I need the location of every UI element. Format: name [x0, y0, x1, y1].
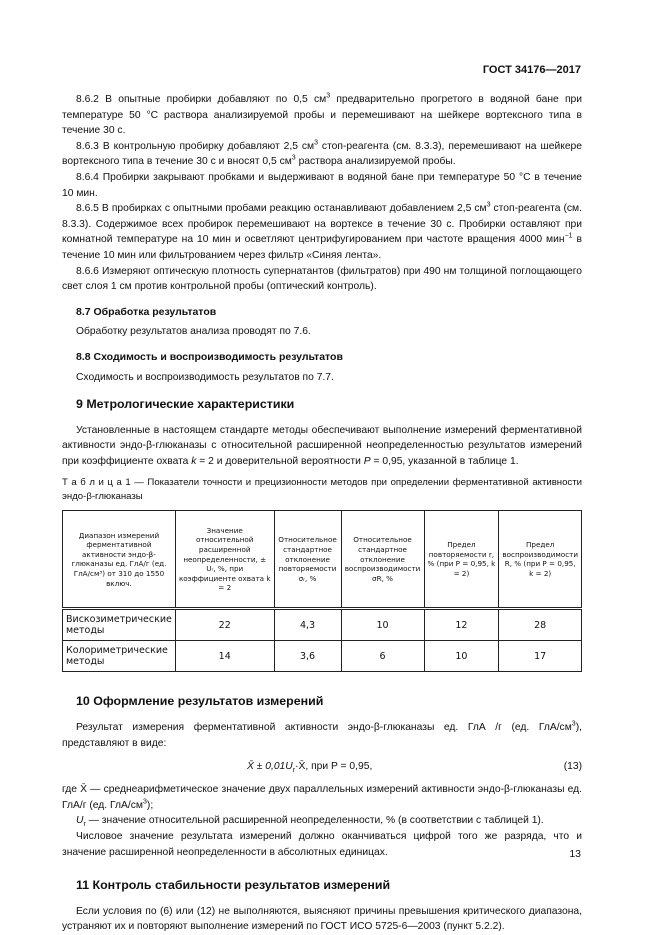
paragraph-10-intro: Результат измерения ферментативной активности эндо-β-глюканазы ед. ГлА /г (ед. ГлА/$см^3$), представляют в виде:	[62, 720, 582, 749]
paragraph-8-7: Обработку результатов анализа проводят по 7.6.	[76, 326, 311, 338]
table-cell: 6	[341, 641, 424, 672]
paragraph-8-8: Сходимость и воспроизводимость результатов по 7.7.	[76, 371, 334, 383]
heading-section-11: 11 Контроль стабильности результатов измерений	[76, 878, 391, 893]
table-row-label: Вискозиметрические методы	[63, 609, 176, 641]
document-header: ГОСТ 34176—2017	[482, 64, 581, 76]
table-cell: 28	[499, 609, 582, 641]
heading-section-9: 9 Метрологические характеристики	[76, 397, 295, 412]
heading-8-8: 8.8 Сходимость и воспроизводимость результатов	[76, 350, 343, 363]
paragraph-8-6-4: 8.6.4 Пробирки закрывают пробками и выдерживают в водяной бане при температуре 50 °С в течение 10 мин.	[62, 171, 582, 199]
table-header-cell: Относительное стандартное отклонение воспроизводимости σR, %	[341, 511, 424, 609]
formula-expression: X̄ ± $0,01U_r\cdot X̄$, при P = 0,95,	[247, 761, 373, 775]
table-cell: 17	[499, 641, 582, 672]
table-cell: 14	[175, 641, 274, 672]
formula-number: (13)	[563, 761, 582, 773]
paragraph-8-6-2: 8.6.2 В опытные пробирки добавляют по 0,5 $см^3$ предварительно прогретого в водяной бане при температуре 50 °С раствора анализируемой пробы и перемешивают на шейкере вортексного типа в течение 30 с.	[62, 92, 583, 137]
precision-table	[62, 510, 582, 672]
table-row	[63, 609, 582, 641]
paragraph-8-6-3: 8.6.3 В контрольную пробирку добавляют 2,5 $см^3$ стоп-реагента (см. 8.3.3), перемешивают на шейкере вортексного типа в течение 30 с и вносят 0,5 $см^3$ раствора анализируемой пробы.	[62, 139, 582, 168]
table-row-label: Колориметрические методы	[63, 641, 176, 672]
paragraph-10-rounding: Числовое значение результата измерений должно оканчиваться цифрой того же разряда, что и значение расширенной неопределенности в абсолютных единицах.	[62, 831, 582, 858]
formula-legend-ur: $U_r$ — значение относительной расширенной неопределенности, % (в соответствии с таблицей 1).	[76, 815, 544, 829]
page-content	[62, 92, 582, 935]
table-cell: 12	[424, 609, 499, 641]
page-number: 13	[569, 848, 581, 860]
table-caption: Т а б л и ц а 1 — Показатели точности и прецизионности методов при определении ферментативной активности эндо-β-глюканазы	[62, 477, 582, 503]
formula-13	[62, 761, 582, 775]
heading-section-10: 10 Оформление результатов измерений	[76, 694, 324, 709]
table-header-cell: Предел повторяемости r, % (при P = 0,95, k = 2)	[424, 511, 499, 609]
table-header-row	[63, 511, 582, 609]
table-cell: 3,6	[274, 641, 341, 672]
table-header-cell: Предел воспроизводимости R, % (при P = 0,95, k = 2)	[499, 511, 582, 609]
paragraph-11: Если условия по (6) или (12) не выполняются, выясняют причины превышения критического диапазона, устраняют их и повторяют выполнение измерений по ГОСТ ИСО 5725-6—2003 (пункт 5.2.2).	[62, 905, 582, 933]
paragraph-9: Установленные в настоящем стандарте методы обеспечивают выполнение измерений ферментативной активности эндо-β-глюканазы с относительной расширенной неопределенностью результатов измерений при коэффициенте охвата k = 2 и доверительной вероятности P = 0,95, указанной в таблице 1.	[62, 424, 582, 467]
table-cell: 10	[341, 609, 424, 641]
table-header-cell: Диапазон измерений ферментативной активности эндо-β-глюканазы ед. ГлА/г (ед. ГлА/см³) от 310 до 1550 включ.	[63, 511, 176, 609]
table-header-cell: Значение относительной расширенной неопределенности, ± Uᵣ, %, при коэффициенте охвата k = 2	[175, 511, 274, 609]
table-cell: 22	[175, 609, 274, 641]
table-row	[63, 641, 582, 672]
heading-8-7: 8.7 Обработка результатов	[76, 305, 217, 318]
formula-legend-xbar: где X̄ — среднеарифметическое значение двух параллельных измерений активности эндо-β-глюканазы ед. ГлА/г (ед. ГлА/$см^3$);	[62, 784, 582, 811]
table-cell: 10	[424, 641, 499, 672]
table-header-cell: Относительное стандартное отклонение повторяемости σᵣ, %	[274, 511, 341, 609]
table-cell: 4,3	[274, 609, 341, 641]
paragraph-8-6-6: 8.6.6 Измеряют оптическую плотность супернатантов (фильтратов) при 490 нм толщиной поглощающего свет слоя 1 см против контрольной пробы (оптический контроль).	[62, 265, 582, 293]
paragraph-8-6-5: 8.6.5 В пробирках с опытными пробами реакцию останавливают добавлением 2,5 $см^3$ стоп-реагента (см. 8.3.3). Содержимое всех пробирок перемешивают на вортексе в течение 30 с. Пробирки оставляют при комнатной температуре на 10 мин и осветляют центрифугированием при частоте вращения 4000 мин$^{-1}$ в течение 10 мин или фильтрованием через фильтр «Синяя лента».	[62, 201, 582, 261]
